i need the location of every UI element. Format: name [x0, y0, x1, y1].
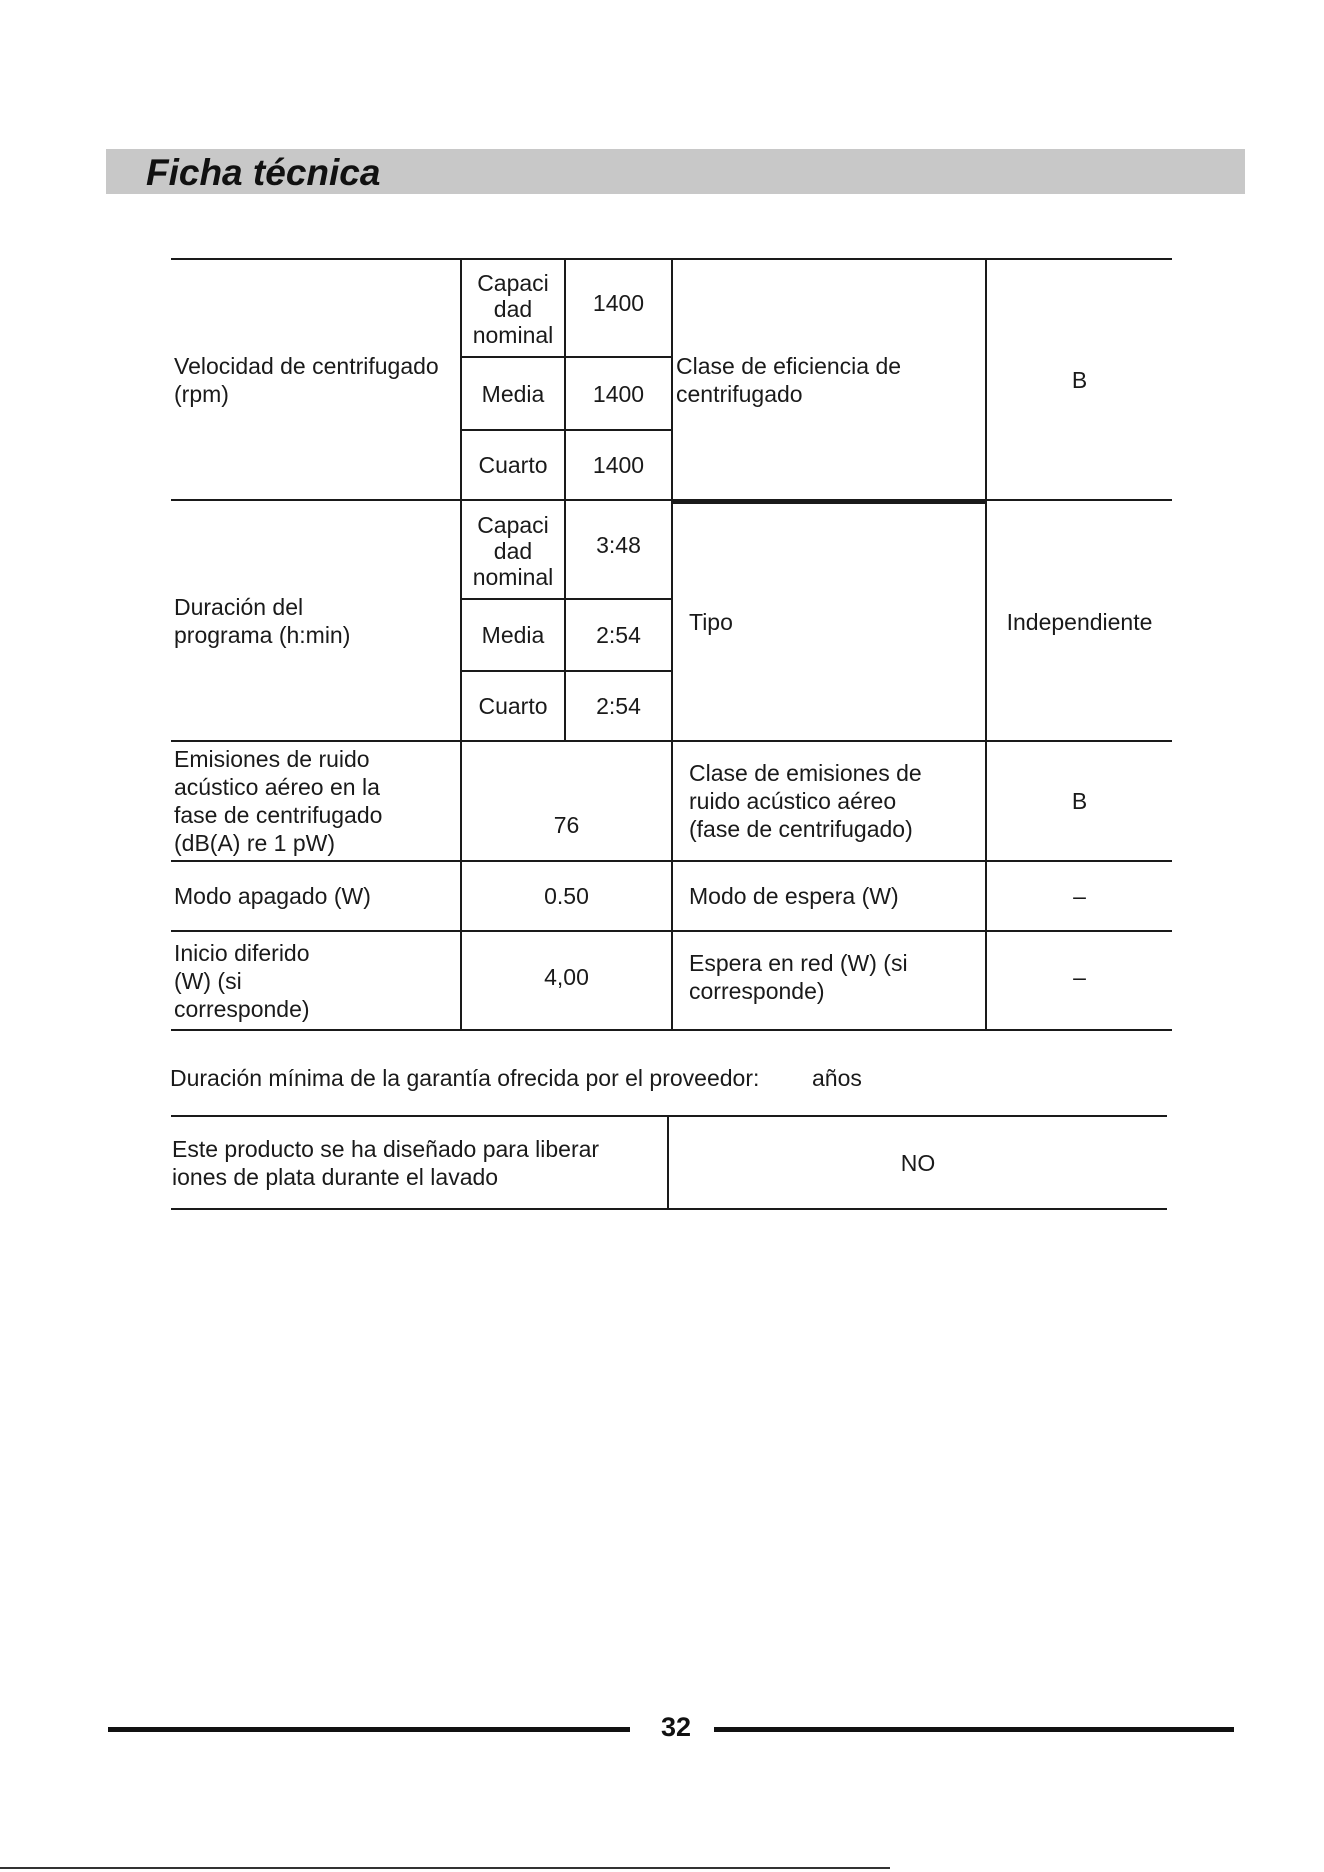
silver-ions-value: NO: [900, 1149, 936, 1176]
silver-rule-bottom: [171, 1208, 1167, 1210]
duration-value-quarter: 2:54: [596, 693, 641, 719]
off-mode-value: 0.50: [544, 883, 589, 909]
noise-value: 76: [553, 812, 580, 838]
delay-start-label: Inicio diferido (W) (si corresponde): [174, 939, 310, 1022]
spin-value-rated: 1400: [592, 290, 645, 316]
spin-mode-half: Media: [481, 380, 545, 407]
footer-line-left: [108, 1727, 630, 1732]
noise-label: Emisiones de ruido acústico aéreo en la fase de centrifugado (dB(A) re 1 pW): [174, 746, 383, 856]
standby-value: –: [1073, 883, 1086, 909]
off-mode-label: Modo apagado (W): [174, 883, 371, 909]
duration-value-rated: 3:48: [596, 532, 641, 558]
spin-value-half: 1400: [592, 380, 645, 407]
duration-mode-quarter: Cuarto: [478, 693, 548, 719]
spin-mode-quarter: Cuarto: [478, 452, 548, 478]
type-label: Tipo: [689, 609, 733, 635]
duration-label: Duración del programa (h:min): [174, 593, 351, 648]
warranty-unit: años: [812, 1065, 862, 1091]
noise-class-label: Clase de emisiones de ruido acústico aéreo (fase de centrifugado): [689, 760, 922, 842]
network-standby-label: Espera en red (W) (si corresponde): [689, 950, 908, 1004]
spin-mode-rated: Capaci dad nominal: [472, 270, 554, 348]
duration-mode-half: Media: [481, 622, 545, 648]
duration-value-half: 2:54: [596, 622, 641, 648]
spin-class-label: Clase de eficiencia de centrifugado: [676, 352, 902, 407]
spin-class-value: B: [1071, 366, 1088, 393]
page-number: 32: [660, 1712, 692, 1742]
spin-speed-label: Velocidad de centrifugado (rpm): [174, 352, 439, 407]
footer-line-right: [714, 1727, 1234, 1732]
spin-value-quarter: 1400: [592, 452, 645, 478]
type-value: Independiente: [1006, 609, 1153, 635]
title-bar: [106, 149, 1245, 194]
page-title: Ficha técnica: [146, 152, 381, 193]
standby-label: Modo de espera (W): [689, 883, 899, 909]
delay-start-value: 4,00: [544, 964, 589, 990]
col-rule-3: [671, 258, 673, 1031]
silver-ions-label: Este producto se ha diseñado para liberar iones de plata durante el lavado: [172, 1135, 600, 1190]
warranty-text: Duración mínima de la garantía ofrecida por el proveedor:: [170, 1065, 760, 1091]
noise-class-value: B: [1071, 788, 1088, 814]
network-standby-value: –: [1073, 964, 1086, 990]
bottom-edge-rule: [0, 1867, 890, 1869]
duration-mode-rated: Capaci dad nominal: [472, 511, 554, 590]
